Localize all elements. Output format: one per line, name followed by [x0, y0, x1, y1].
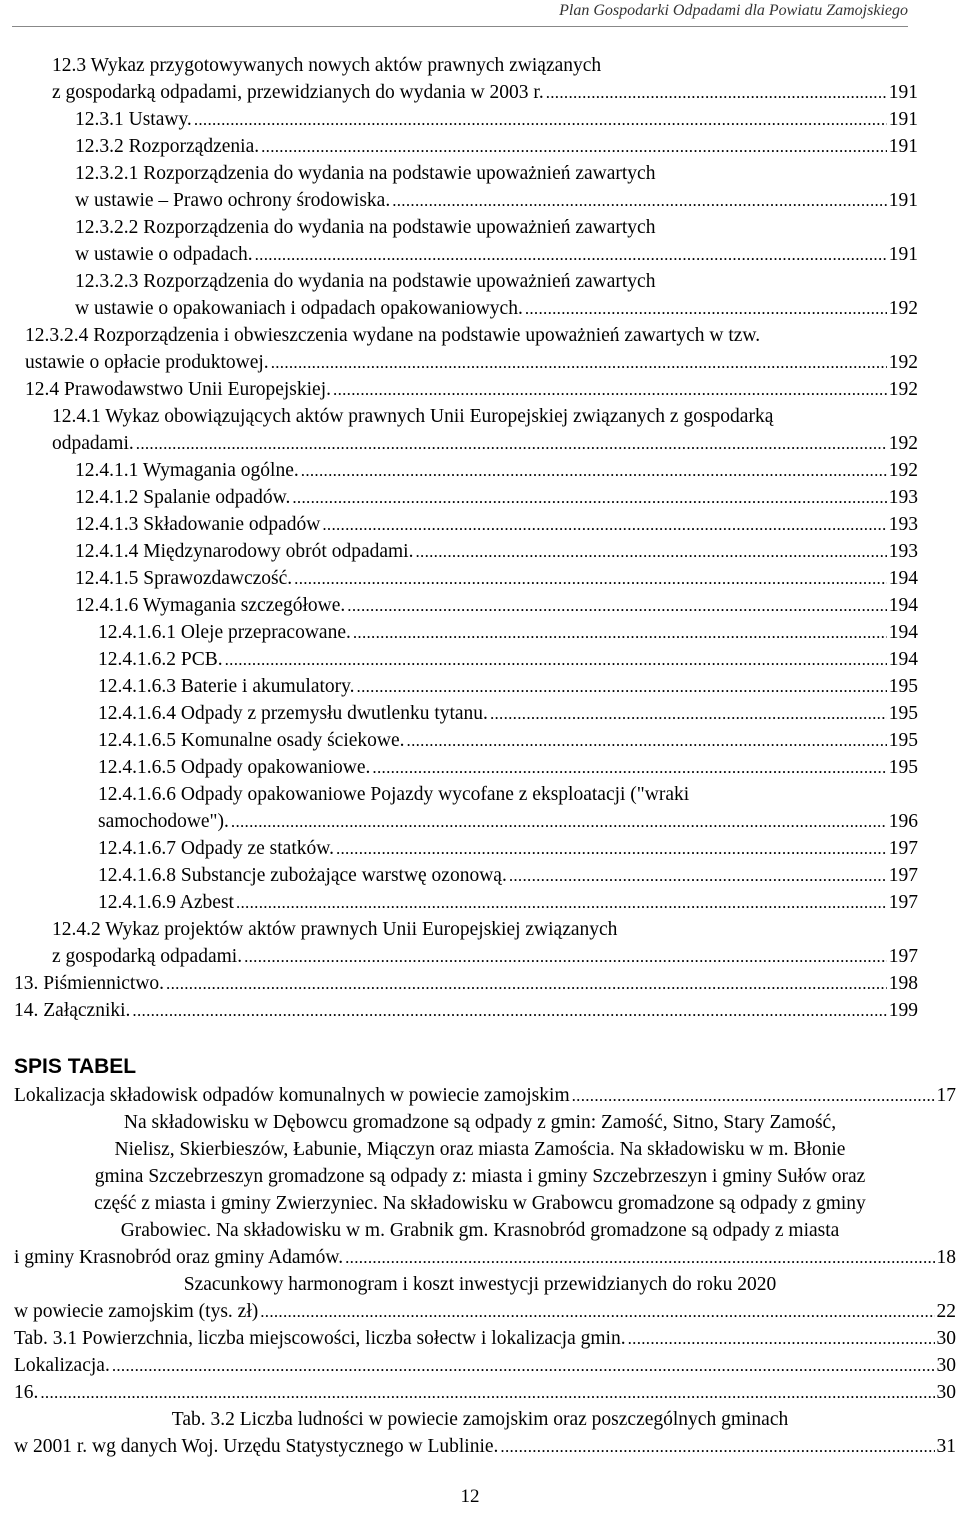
dot-leader	[166, 970, 887, 998]
dot-leader	[244, 943, 887, 971]
dot-leader	[260, 1298, 934, 1326]
toc-entry[interactable]: 12.4.1.6.2 PCB. ..... 194	[98, 646, 918, 674]
toc-entry[interactable]: 12.4.1.4 Międzynarodowy obrót odpadami. ..... 193	[75, 538, 918, 566]
toc-entry[interactable]: 12.3.2.1 Rozporządzenia do wydania na podstawie upoważnień zawartych	[75, 163, 656, 184]
table-entry[interactable]: Lokalizacja. ..... 30	[14, 1352, 956, 1380]
toc-entry[interactable]: 12.4.1.1 Wymagania ogólne. ..... 192	[75, 457, 918, 485]
dot-leader	[353, 619, 887, 647]
running-header: Plan Gospodarki Odpadami dla Powiatu Zamojskiego	[559, 2, 908, 19]
dot-leader	[261, 133, 887, 161]
toc-entry[interactable]: odpadami. ..... 192	[52, 430, 918, 458]
toc-entry[interactable]: 12.4.1 Wykaz obowiązujących aktów prawnych Unii Europejskiej związanych z gospodarką	[52, 406, 774, 427]
dot-leader	[136, 430, 887, 458]
dot-leader	[345, 1244, 934, 1272]
table-entry-line: gmina Szczebrzeszyn gromadzone są odpady z: miasta i gminy Szczebrzeszyn i gminy Sułów oraz	[94, 1166, 866, 1187]
toc-entry[interactable]: 12.4.1.6.7 Odpady ze statków. ..... 197	[98, 835, 918, 863]
toc-entry[interactable]: 12.4.1.6.4 Odpady z przemysłu dwutlenku tytanu. ..... 195	[98, 700, 918, 728]
dot-leader	[347, 592, 886, 620]
dot-leader	[509, 862, 887, 890]
toc-entry[interactable]: 12.4.1.6.6 Odpady opakowaniowe Pojazdy wycofane z eksploatacji ("wraki	[98, 784, 690, 805]
toc-entry[interactable]: 12.3.2.2 Rozporządzenia do wydania na podstawie upoważnień zawartych	[75, 217, 656, 238]
toc-entry[interactable]: z gospodarką odpadami, przewidzianych do wydania w 2003 r. ..... 191	[52, 79, 918, 107]
toc-entry[interactable]: 12.4.1.6.5 Odpady opakowaniowe. ..... 195	[98, 754, 918, 782]
dot-leader	[132, 997, 886, 1025]
list-of-tables-heading: SPIS TABEL	[14, 1055, 137, 1078]
toc-entry[interactable]: 12.3.1 Ustawy. ..... 191	[75, 106, 918, 134]
toc-entry[interactable]: samochodowe"). ..... 196	[98, 808, 918, 836]
dot-leader	[322, 511, 886, 539]
dot-leader	[292, 484, 886, 512]
toc-entry[interactable]: 14. Załączniki. ..... 199	[14, 997, 918, 1025]
dot-leader	[336, 835, 887, 863]
toc-entry[interactable]: 12.4.2 Wykaz projektów aktów prawnych Unii Europejskiej związanych	[52, 919, 618, 940]
dot-leader	[225, 646, 887, 674]
dot-leader	[194, 106, 887, 134]
toc-entry[interactable]: 12.4.1.5 Sprawozdawczość. ..... 194	[75, 565, 918, 593]
toc-entry[interactable]: ustawie o opłacie produktowej. ..... 192	[25, 349, 918, 377]
dot-leader	[333, 376, 887, 404]
toc-entry[interactable]: w ustawie – Prawo ochrony środowiska. ..... 191	[75, 187, 918, 215]
dot-leader	[490, 700, 887, 728]
toc-entry[interactable]: 12.3.2.4 Rozporządzenia i obwieszczenia wydane na podstawie upoważnień zawartych w tzw.	[25, 325, 761, 346]
page-number: 12	[460, 1486, 480, 1507]
table-entry-line: Szacunkowy harmonogram i koszt inwestycji przewidzianych do roku 2020	[183, 1274, 777, 1295]
table-entry-line: Na składowisku w Dębowcu gromadzone są odpady z gmin: Zamość, Sitno, Stary Zamość,	[123, 1112, 837, 1133]
toc-entry[interactable]: 12.3.2 Rozporządzenia. ..... 191	[75, 133, 918, 161]
toc-entry[interactable]: 12.4.1.6.3 Baterie i akumulatory. ..... 195	[98, 673, 918, 701]
toc-entry[interactable]: z gospodarką odpadami. ..... 197	[52, 943, 918, 971]
table-entry[interactable]: w powiecie zamojskim (tys. zł) ..... 22	[14, 1298, 956, 1326]
toc-entry[interactable]: 13. Piśmiennictwo. ..... 198	[14, 970, 918, 998]
table-entry[interactable]: i gminy Krasnobród oraz gminy Adamów. ..... 18	[14, 1244, 956, 1272]
toc-entry[interactable]: 12.4.1.6 Wymagania szczegółowe. ..... 194	[75, 592, 918, 620]
dot-leader	[271, 349, 887, 377]
dot-leader	[357, 673, 887, 701]
dot-leader	[415, 538, 886, 566]
table-entry-line: Grabowiec. Na składowisku w m. Grabnik gm. Krasnobród gromadzone są odpady z miasta	[120, 1220, 840, 1241]
dot-leader	[231, 808, 887, 836]
toc-entry[interactable]: 12.4.1.3 Składowanie odpadów ..... 193	[75, 511, 918, 539]
dot-leader	[236, 889, 887, 917]
toc-entry[interactable]: w ustawie o opakowaniach i odpadach opakowaniowych. ..... 192	[75, 295, 918, 323]
dot-leader	[301, 457, 887, 485]
dot-leader	[255, 241, 887, 269]
table-entry[interactable]: 16. ..... 30	[14, 1379, 956, 1407]
table-entry[interactable]: w 2001 r. wg danych Woj. Urzędu Statystycznego w Lublinie. ..... 31	[14, 1433, 956, 1461]
table-entry-line: Nielisz, Skierbieszów, Łabunie, Miączyn oraz miasta Zamościa. Na składowisku w m. Błonie	[114, 1139, 846, 1160]
toc-entry[interactable]: 12.4 Prawodawstwo Unii Europejskiej. ..... 192	[25, 376, 918, 404]
table-entry[interactable]: Tab. 3.1 Powierzchnia, liczba miejscowości, liczba sołectw i lokalizacja gmin. ..... 30	[14, 1325, 956, 1353]
dot-leader	[500, 1433, 934, 1461]
toc-entry[interactable]: 12.4.1.2 Spalanie odpadów. ..... 193	[75, 484, 918, 512]
dot-leader	[525, 295, 887, 323]
toc-entry[interactable]: 12.4.1.6.9 Azbest ..... 197	[98, 889, 918, 917]
toc-entry[interactable]: w ustawie o odpadach. ..... 191	[75, 241, 918, 269]
dot-leader	[294, 565, 887, 593]
dot-leader	[112, 1352, 935, 1380]
table-entry-line: część z miasta i gminy Zwierzyniec. Na składowisku w Grabowcu gromadzone są odpady z gminy	[94, 1193, 866, 1214]
dot-leader	[407, 727, 887, 755]
dot-leader	[628, 1325, 935, 1353]
header-rule	[12, 26, 908, 27]
toc-entry[interactable]: 12.3.2.3 Rozporządzenia do wydania na podstawie upoważnień zawartych	[75, 271, 656, 292]
table-entry-line: Tab. 3.2 Liczba ludności w powiecie zamojskim oraz poszczególnych gminach	[171, 1409, 789, 1430]
table-entry[interactable]: Lokalizacja składowisk odpadów komunalnych w powiecie zamojskim ..... 17	[14, 1082, 956, 1110]
toc-entry[interactable]: 12.3 Wykaz przygotowywanych nowych aktów prawnych związanych	[52, 55, 602, 76]
toc-entry[interactable]: 12.4.1.6.5 Komunalne osady ściekowe. ..... 195	[98, 727, 918, 755]
toc-entry[interactable]: 12.4.1.6.8 Substancje zubożające warstwę ozonową. ..... 197	[98, 862, 918, 890]
dot-leader	[372, 754, 886, 782]
dot-leader	[392, 187, 887, 215]
toc-entry[interactable]: 12.4.1.6.1 Oleje przepracowane. ..... 194	[98, 619, 918, 647]
dot-leader	[40, 1379, 934, 1407]
dot-leader	[546, 79, 887, 107]
dot-leader	[572, 1082, 935, 1110]
